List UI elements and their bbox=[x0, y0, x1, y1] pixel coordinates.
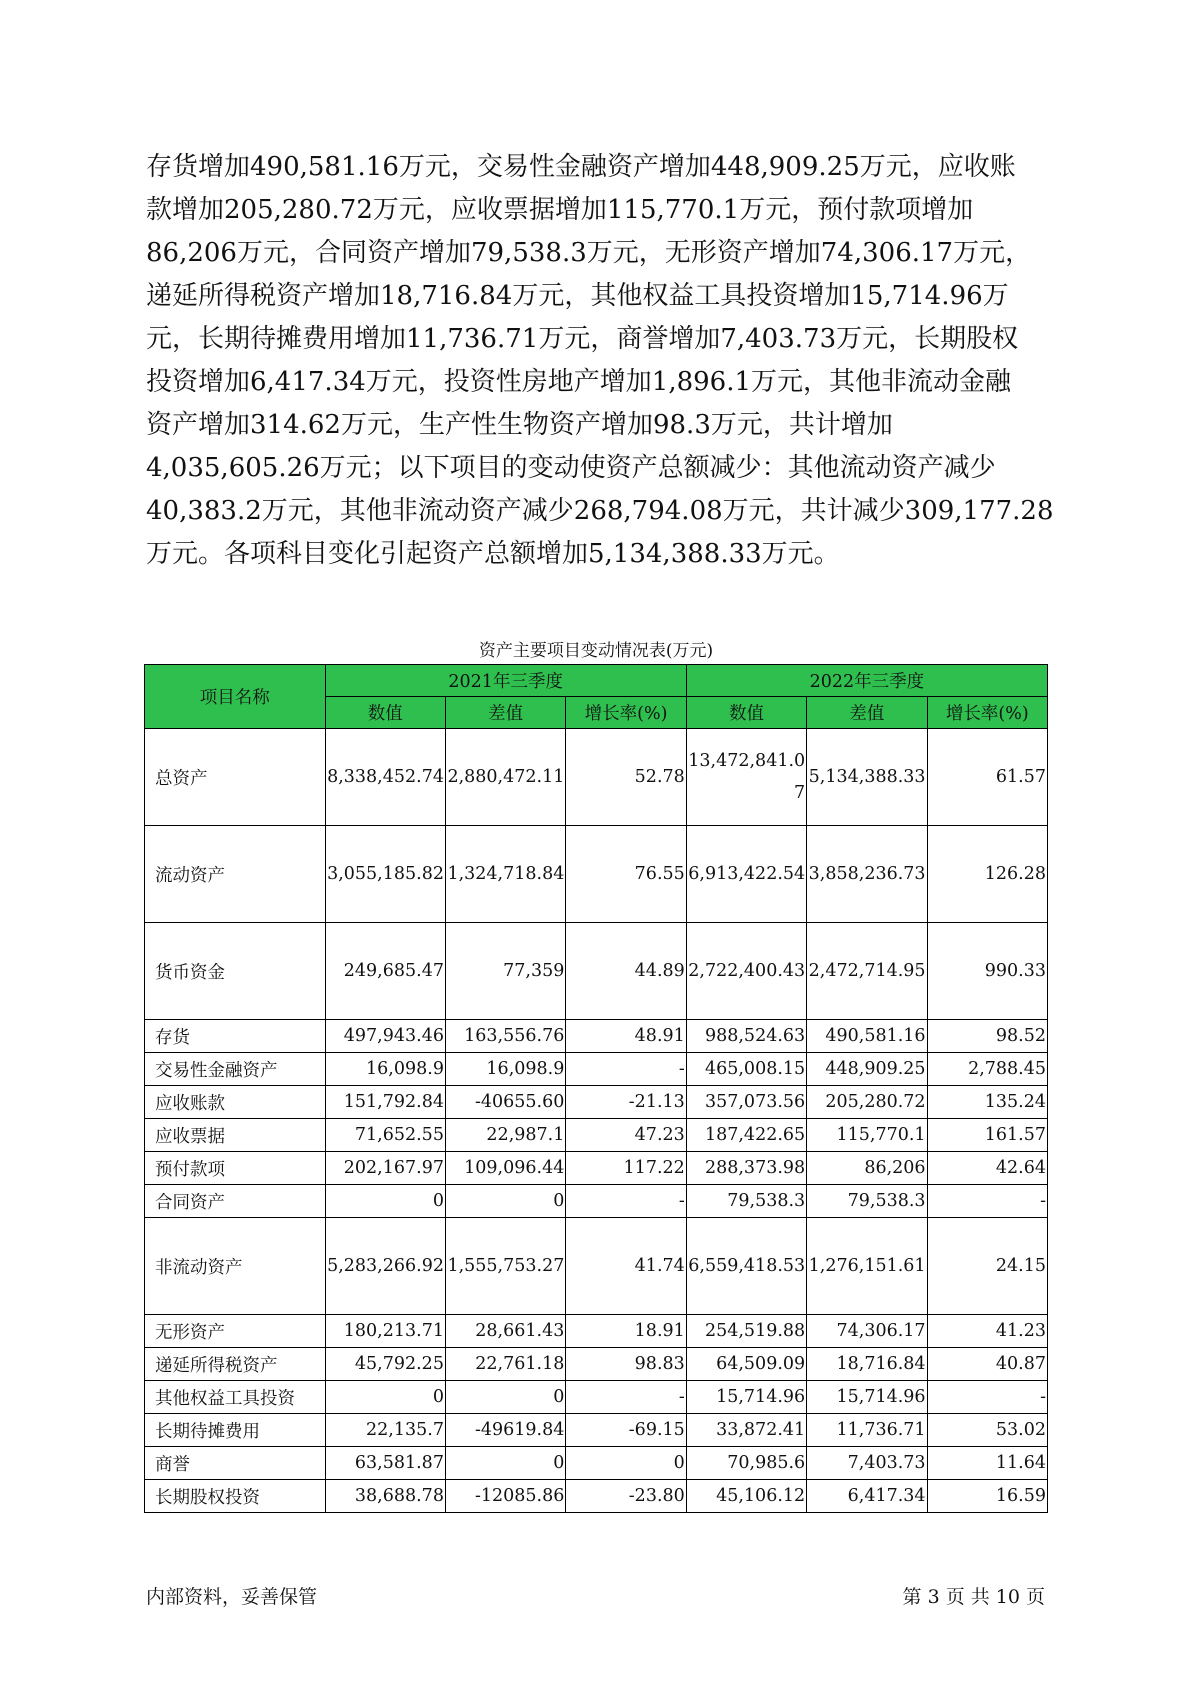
row-cell: 53.02 bbox=[927, 1414, 1047, 1447]
row-cell: 15,714.96 bbox=[686, 1381, 806, 1414]
row-item-name: 预付款项 bbox=[145, 1152, 326, 1185]
paragraph-line: 存货增加490,581.16万元，交易性金融资产增加448,909.25万元，应收账 bbox=[146, 152, 1016, 182]
row-item-name: 应收账款 bbox=[145, 1086, 326, 1119]
row-cell: 16,098.9 bbox=[325, 1053, 445, 1086]
row-cell: 98.52 bbox=[927, 1020, 1047, 1053]
row-item-name: 递延所得税资产 bbox=[145, 1348, 326, 1381]
row-cell: -49619.84 bbox=[445, 1414, 565, 1447]
table-row bbox=[145, 1020, 1048, 1053]
table-row bbox=[145, 923, 1048, 1020]
table-row bbox=[145, 1315, 1048, 1348]
row-item-name: 存货 bbox=[145, 1020, 326, 1053]
row-cell: 2,880,472.11 bbox=[445, 729, 565, 826]
row-cell: 126.28 bbox=[927, 826, 1047, 923]
row-cell: 135.24 bbox=[927, 1086, 1047, 1119]
row-cell: 151,792.84 bbox=[325, 1086, 445, 1119]
table-row bbox=[145, 1152, 1048, 1185]
row-item-name: 合同资产 bbox=[145, 1185, 326, 1218]
row-cell: 497,943.46 bbox=[325, 1020, 445, 1053]
table-body bbox=[145, 729, 1048, 1513]
row-item-name: 商誉 bbox=[145, 1447, 326, 1480]
row-cell: 357,073.56 bbox=[686, 1086, 806, 1119]
table-row bbox=[145, 1185, 1048, 1218]
row-cell: 254,519.88 bbox=[686, 1315, 806, 1348]
row-cell: -23.80 bbox=[566, 1480, 686, 1513]
row-cell: 11.64 bbox=[927, 1447, 1047, 1480]
paragraph-line: 元，长期待摊费用增加11,736.71万元，商誉增加7,403.73万元，长期股权 bbox=[146, 324, 1019, 354]
row-cell: 22,135.7 bbox=[325, 1414, 445, 1447]
row-cell: 0 bbox=[566, 1447, 686, 1480]
row-cell: 22,761.18 bbox=[445, 1348, 565, 1381]
row-cell: 98.83 bbox=[566, 1348, 686, 1381]
paragraph-line: 递延所得税资产增加18,716.84万元，其他权益工具投资增加15,714.96万 bbox=[146, 281, 1009, 311]
row-cell: -12085.86 bbox=[445, 1480, 565, 1513]
header-diff: 差值 bbox=[445, 697, 565, 729]
row-cell: 71,652.55 bbox=[325, 1119, 445, 1152]
header-value: 数值 bbox=[325, 697, 445, 729]
row-cell: - bbox=[566, 1185, 686, 1218]
table-row bbox=[145, 1447, 1048, 1480]
row-cell: 63,581.87 bbox=[325, 1447, 445, 1480]
row-cell: 76.55 bbox=[566, 826, 686, 923]
paragraph-line: 投资增加6,417.34万元，投资性房地产增加1,896.1万元，其他非流动金融 bbox=[146, 367, 1012, 397]
row-cell: 249,685.47 bbox=[325, 923, 445, 1020]
row-cell: -40655.60 bbox=[445, 1086, 565, 1119]
row-item-name: 流动资产 bbox=[145, 826, 326, 923]
paragraph-line: 4,035,605.26万元；以下项目的变动使资产总额减少：其他流动资产减少 bbox=[146, 453, 996, 483]
row-cell: 86,206 bbox=[807, 1152, 927, 1185]
row-item-name: 其他权益工具投资 bbox=[145, 1381, 326, 1414]
row-cell: 13,472,841.07 bbox=[686, 729, 806, 826]
row-cell: 18.91 bbox=[566, 1315, 686, 1348]
paragraph-line: 款增加205,280.72万元，应收票据增加115,770.1万元，预付款项增加 bbox=[146, 195, 974, 225]
row-cell: 988,524.63 bbox=[686, 1020, 806, 1053]
row-cell: 205,280.72 bbox=[807, 1086, 927, 1119]
row-cell: 15,714.96 bbox=[807, 1381, 927, 1414]
row-cell: - bbox=[927, 1381, 1047, 1414]
table-row bbox=[145, 1348, 1048, 1381]
row-cell: 16,098.9 bbox=[445, 1053, 565, 1086]
row-cell: -69.15 bbox=[566, 1414, 686, 1447]
row-cell: 33,872.41 bbox=[686, 1414, 806, 1447]
row-cell: 117.22 bbox=[566, 1152, 686, 1185]
row-cell: 24.15 bbox=[927, 1218, 1047, 1315]
row-cell: 465,008.15 bbox=[686, 1053, 806, 1086]
row-cell: 74,306.17 bbox=[807, 1315, 927, 1348]
row-cell: 48.91 bbox=[566, 1020, 686, 1053]
row-cell: 18,716.84 bbox=[807, 1348, 927, 1381]
table-row bbox=[145, 1053, 1048, 1086]
row-cell: 11,736.71 bbox=[807, 1414, 927, 1447]
row-cell: -21.13 bbox=[566, 1086, 686, 1119]
row-cell: 7,403.73 bbox=[807, 1447, 927, 1480]
row-cell: 79,538.3 bbox=[686, 1185, 806, 1218]
row-cell: 61.57 bbox=[927, 729, 1047, 826]
table-row bbox=[145, 1086, 1048, 1119]
row-item-name: 交易性金融资产 bbox=[145, 1053, 326, 1086]
row-cell: 1,555,753.27 bbox=[445, 1218, 565, 1315]
row-cell: 0 bbox=[325, 1381, 445, 1414]
row-cell: 109,096.44 bbox=[445, 1152, 565, 1185]
table-row bbox=[145, 1119, 1048, 1152]
row-cell: 16.59 bbox=[927, 1480, 1047, 1513]
row-cell: 2,472,714.95 bbox=[807, 923, 927, 1020]
row-item-name: 无形资产 bbox=[145, 1315, 326, 1348]
row-cell: 0 bbox=[445, 1381, 565, 1414]
row-cell: 44.89 bbox=[566, 923, 686, 1020]
row-cell: 161.57 bbox=[927, 1119, 1047, 1152]
row-cell: 52.78 bbox=[566, 729, 686, 826]
row-cell: 40.87 bbox=[927, 1348, 1047, 1381]
table-caption: 资产主要项目变动情况表(万元) bbox=[478, 641, 714, 661]
row-cell: 448,909.25 bbox=[807, 1053, 927, 1086]
header-value: 数值 bbox=[686, 697, 806, 729]
row-item-name: 应收票据 bbox=[145, 1119, 326, 1152]
row-cell: 180,213.71 bbox=[325, 1315, 445, 1348]
row-cell: 115,770.1 bbox=[807, 1119, 927, 1152]
row-cell: 41.23 bbox=[927, 1315, 1047, 1348]
row-cell: 64,509.09 bbox=[686, 1348, 806, 1381]
row-cell: 187,422.65 bbox=[686, 1119, 806, 1152]
row-cell: - bbox=[566, 1381, 686, 1414]
header-growth: 增长率(%) bbox=[566, 697, 686, 729]
row-cell: - bbox=[566, 1053, 686, 1086]
paragraph-line: 万元。各项科目变化引起资产总额增加5,134,388.33万元。 bbox=[146, 539, 840, 569]
row-cell: 3,055,185.82 bbox=[325, 826, 445, 923]
table-row bbox=[145, 826, 1048, 923]
row-cell: 0 bbox=[445, 1447, 565, 1480]
row-item-name: 货币资金 bbox=[145, 923, 326, 1020]
page-number: 第 3 页 共 10 页 bbox=[902, 1586, 1045, 1608]
table-row bbox=[145, 1480, 1048, 1513]
row-cell: 47.23 bbox=[566, 1119, 686, 1152]
row-cell: 38,688.78 bbox=[325, 1480, 445, 1513]
row-cell: 990.33 bbox=[927, 923, 1047, 1020]
row-cell: 1,324,718.84 bbox=[445, 826, 565, 923]
row-cell: 288,373.98 bbox=[686, 1152, 806, 1185]
header-period-2022: 2022年三季度 bbox=[686, 665, 1047, 697]
header-diff: 差值 bbox=[807, 697, 927, 729]
row-cell: 0 bbox=[325, 1185, 445, 1218]
row-cell: 28,661.43 bbox=[445, 1315, 565, 1348]
row-item-name: 长期待摊费用 bbox=[145, 1414, 326, 1447]
row-cell: 77,359 bbox=[445, 923, 565, 1020]
row-cell: 42.64 bbox=[927, 1152, 1047, 1185]
row-cell: 5,283,266.92 bbox=[325, 1218, 445, 1315]
row-cell: 79,538.3 bbox=[807, 1185, 927, 1218]
table-row bbox=[145, 1381, 1048, 1414]
row-cell: 0 bbox=[445, 1185, 565, 1218]
row-cell: 6,913,422.54 bbox=[686, 826, 806, 923]
table-row bbox=[145, 1218, 1048, 1315]
header-period-2021: 2021年三季度 bbox=[325, 665, 686, 697]
row-cell: 2,722,400.43 bbox=[686, 923, 806, 1020]
paragraph-line: 86,206万元，合同资产增加79,538.3万元，无形资产增加74,306.17万元， bbox=[146, 238, 1032, 268]
row-item-name: 长期股权投资 bbox=[145, 1480, 326, 1513]
row-cell: 5,134,388.33 bbox=[807, 729, 927, 826]
row-item-name: 总资产 bbox=[145, 729, 326, 826]
row-cell: 202,167.97 bbox=[325, 1152, 445, 1185]
row-cell: 45,106.12 bbox=[686, 1480, 806, 1513]
row-cell: 70,985.6 bbox=[686, 1447, 806, 1480]
row-cell: 2,788.45 bbox=[927, 1053, 1047, 1086]
table-row bbox=[145, 729, 1048, 826]
row-cell: 163,556.76 bbox=[445, 1020, 565, 1053]
row-cell: 41.74 bbox=[566, 1218, 686, 1315]
footer-confidential-note: 内部资料，妥善保管 bbox=[146, 1586, 318, 1608]
header-growth: 增长率(%) bbox=[927, 697, 1047, 729]
row-item-name: 非流动资产 bbox=[145, 1218, 326, 1315]
row-cell: 45,792.25 bbox=[325, 1348, 445, 1381]
paragraph-line: 资产增加314.62万元，生产性生物资产增加98.3万元，共计增加 bbox=[146, 410, 893, 440]
body-paragraph bbox=[146, 146, 1054, 576]
row-cell: 6,417.34 bbox=[807, 1480, 927, 1513]
row-cell: 8,338,452.74 bbox=[325, 729, 445, 826]
row-cell: 490,581.16 bbox=[807, 1020, 927, 1053]
row-cell: 1,276,151.61 bbox=[807, 1218, 927, 1315]
row-cell: - bbox=[927, 1185, 1047, 1218]
header-item-name: 项目名称 bbox=[145, 665, 326, 729]
paragraph-line: 40,383.2万元，其他非流动资产减少268,794.08万元，共计减少309,177.28 bbox=[146, 496, 1054, 526]
asset-change-table bbox=[144, 664, 1048, 1513]
table-row bbox=[145, 1414, 1048, 1447]
row-cell: 3,858,236.73 bbox=[807, 826, 927, 923]
row-cell: 22,987.1 bbox=[445, 1119, 565, 1152]
row-cell: 6,559,418.53 bbox=[686, 1218, 806, 1315]
